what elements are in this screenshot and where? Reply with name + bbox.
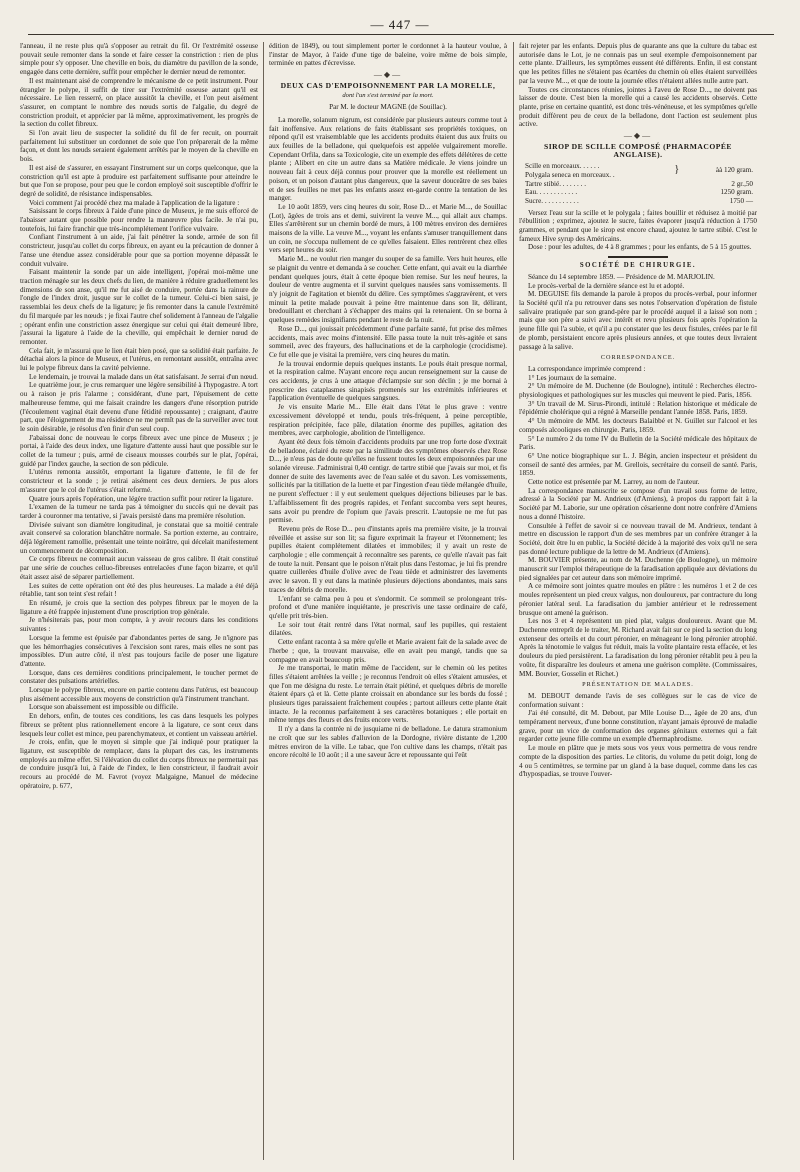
recipe-row <box>519 188 757 197</box>
column-2 <box>269 42 507 1164</box>
recipe-row <box>519 197 757 206</box>
recipe-row <box>519 162 757 171</box>
paragraph: Faisant maintenir la sonde par un aide intelligent, j'opérai moi-même une traction ménagée sur les deux chefs du lien, de manière à réduire graduellement les dimensions de son anse, qu'il me fut aisé de conduire, portée dans la rainure de l'ongle de l'index droit, jusque sur le collet de la tumeur. Celui-ci bien saisi, je rassemblai les deux chefs de la ligature; je fis remonter dans la canule l'extrémité du fil marquée par les nœuds ; je fixai l'autre chef solidement à l'anneau de l'algalie ; opérant enfin une constriction assez énergique sur celui qui était demeuré libre, j'assurai la ligature à l'aide de la cheville, qui empêchait le dernier nœud de remonter. <box>20 268 258 346</box>
presentation-heading: PRÉSENTATION DE MALADES. <box>582 681 694 689</box>
article-subtitle: dont l'un s'est terminé par la mort. <box>342 91 434 99</box>
paragraph: Je la trouvai endormie depuis quelques instants. Le pouls était presque normal, et la respiration calme. N'ayant encore reçu aucun renseignement sur la cause de ces accidents, je crus à une attaque d'éclampsie sur son déclin ; je me bornai à prescrire des cataplasmes sinapisés promenés sur les extrémités inférieures et l'application éventuelle de quelques sangsues. <box>269 359 507 403</box>
ornament-divider: —◆— <box>623 131 653 141</box>
recipe-instructions: Versez l'eau sur la scille et le polygala ; faites bouillir et réduisez à moitié par l'ébullition ; exprimez, ajoutez le sucre, faites évaporer jusqu'à réduction à 1750 grammes, et pendant que le sirop est encore chaud, ajoutez le tartre stibié. C'est le fameux Hive syrup des Américains. <box>519 208 757 243</box>
session-minutes <box>519 282 757 352</box>
paragraph: Lorsque son abaissement est impossible ou difficile. <box>29 703 179 712</box>
conclusion-paragraph: Toutes ces circonstances réunies, jointes à l'aveu de Rose D..., ne doivent pas laisser de doute. C'est bien la morelle qui a causé les accidents observés. Cette plante, prise en certaine quantité, est donc très-vénéneuse, et les symptômes qu'elle produit diffèrent peu de ceux de la belladone, dont l'action est seulement plus active. <box>519 85 757 129</box>
paragraph: Voici comment j'ai procédé chez ma malade à l'application de la ligature : <box>29 198 240 207</box>
correspondence-heading: CORRESPONDANCE. <box>600 354 676 362</box>
paragraph: En dehors, enfin, de toutes ces conditions, les cas dans lesquels les polypes fibreux se prêtent plus rationnellement encore à la ligature, ce sont ceux dans lesquels leur collet est mince, peu parenchymateux, et contient un vaisseau artériel. <box>20 712 258 738</box>
paragraph: Ce corps fibreux ne contenait aucun vaisseau de gros calibre. Il était constitué par une série de couches celluo-fibreuses entrelacées d'une façon bizarre, et qu'il était assez aisé de séparer partiellement. <box>20 555 258 581</box>
correspondence-item: Cette notice est présentée par M. Larrey, au nom de l'auteur. <box>528 478 700 487</box>
article-author: Par M. le docteur MAGNE (de Souillac). <box>329 103 447 112</box>
recipe-item: Eau. . . . . . . . . . . . <box>525 188 578 197</box>
column-separator <box>513 42 514 1160</box>
paragraph: M. DEGUISE fils demande la parole à propos du procès-verbal, pour informer la Société qu'il n'a pu retrouver dans ses notes l'observation d'opération de fistule salivaire pratiquée par son grand-père par le procédé auquel il a laissé son nom ; mais que son père a suivi avec intérêt et revu plusieurs fois après l'opération la jeune fille qui l'a subie, et qu'il a pu constater que les deux fistules, créées par le fil de plomb, persistaient encore après plusieurs années, et que toutes deux livraient passage à la salive. <box>519 290 757 351</box>
article-title: DEUX CAS D'EMPOISONNEMENT PAR LA MORELLE, <box>280 80 496 90</box>
paragraph: Saisissant le corps fibreux à l'aide d'une pince de Museux, je me suis efforcé de l'abaisser autant que possible pour rendre la manœuvre plus facile. Je n'ai pu, toutefois, lui faire franchir que très-incomplétement l'orifice vulvaire. <box>20 207 258 233</box>
paragraph: La morelle, solanum nigrum, est considérée par plusieurs auteurs comme tout à fait inoffensive. Aux relations de faits établissant ses propriétés toxiques, on répond qu'il est vraisemblable que les accidents produits étaient dus aux fruits ou aux feuilles de la belladone, qui quelquefois est appelée vulgairement morelle. Cependant Orfila, dans sa Toxicologie, cite un exemple des effets délétères de cette plante ; Alibert en cite un autre dans sa Matière médicale. Je viens joindre un nouveau fait à ceux déjà connus pour prouver que la morelle est réellement un poison, et un poison d'autant plus dangereux, que la saveur douceâtre de ses baies et de ses feuilles ne met pas les enfants assez en-garde contre la tentation de les manger. <box>269 115 507 203</box>
paragraph: Les suites de cette opération ont été des plus heureuses. La malade a été déjà rétablie, tant son teint s'est refait ! <box>20 581 258 599</box>
correspondence-item: 3° Un travail de M. Sirus-Pirondi, intitulé : Relation historique et médicale de l'épidémie cholérique qui a régné à Marseille pendant l'année 1858. Paris, 1859. <box>519 399 757 417</box>
paragraph: Cela fait, je m'assurai que le lien était bien posé, que sa solidité était parfaite. Je détachai alors la pince de Museux, et l'utérus, en remontant aussitôt, entraîna avec lui le polype fibreux dans la cavité pelvienne. <box>20 346 258 373</box>
header-rule <box>28 34 774 35</box>
paragraph: L'examen de la tumeur ne tarda pas à témoigner du succès qui ne devait pas tarder à couronner ma tentative, si j'avais persisté dans ma première résolution. <box>20 503 258 520</box>
paragraph: L'enfant se calma peu à peu et s'endormit. Ce sommeil se prolongeant très-profond et d'une manière inquiétante, je prescrivis une tasse ordinaire de café, qu'elle prit très-bien. <box>269 594 507 620</box>
paragraph: Le procès-verbal de la dernière séance est lu et adopté. <box>528 281 685 290</box>
article-body <box>269 116 507 760</box>
section-rule <box>608 256 668 258</box>
recipe-brace: } <box>674 164 680 176</box>
paragraph: Ayant été deux fois témoin d'accidents produits par une trop forte dose d'extrait de belladone, éclairé du reste par la similitude des symptômes observés chez Rose D..., je n'eus pas de doute qu'elles ne fussent toutes les deux empoisonnées par une solanée vireuse. J'administrai 0,40 centigr. de tartre stibié que j'avais sur moi, et fis donner de suite des lavements avec de l'eau salée et du savon. Les vomissements, sollicités par la titillation de la luette et par l'ingestion d'eau tiède mélangée d'huile, ne purent s'effectuer : il y eut seulement quelques déjections bilieuses par le bas. L'affaiblissement fit des progrès rapides, et l'enfant succomba vers sept heures, sans avoir pu prendre de l'opium que j'avais prescrit. L'autopsie ne me fut pas permise. <box>269 437 507 525</box>
session-line: Séance du 14 septembre 1859. — Présidence de M. MARJOLIN. <box>528 272 715 281</box>
paragraph: Le lendemain, je trouvai la malade dans un état satisfaisant. Je serrai d'un nœud. <box>29 372 258 381</box>
paragraph: En résumé, je crois que la section des polypes fibreux par le moyen de la ligature a été frappée injustement d'une proscription trop générale. <box>20 599 258 616</box>
paragraph: Il est maintenant aisé de comprendre le mécanisme de ce petit instrument. Pour étrangler le polype, il suffit de tirer sur l'extrémité osseuse autant qu'il est nécessaire. Le lien resserré, on place aussitôt la cheville, et l'on peut aisément s'assurer, en comptant le nombre des nœuds sortis de l'algalie, du degré de constriction produit, et apprécier par là même, approximativement, les progrès de la section du collet fibreux. <box>20 76 258 129</box>
recipe-qty: 2 gr.,50 <box>731 179 753 188</box>
correspondence-item: 6° Une notice biographique sur L. J. Bégin, ancien inspecteur et président du conseil de santé des armées, par M. Grellois, secrétaire du conseil de santé. Paris, 1859. <box>519 451 757 478</box>
recipe-item: Tartre stibié. . . . . . . . <box>525 179 586 188</box>
paragraph: Rose D..., qui jouissait précédemment d'une parfaite santé, fut prise des mêmes accidents, mais avec moins d'intensité. Elle passa toute la nuit très-agitée et sans sommeil, avec des frayeurs, des hallucinations et de la carphologie (crocidisme). Ce fut elle que je visitai la première, vers cinq heures du matin. <box>269 324 507 359</box>
paragraph: L'utérus remonta aussitôt, emportant la ligature d'attente, le fil de fer constricteur et la sonde ; je retirai aisément ces deux derniers. Je pus alors m'assurer que le col de l'utérus s'était reformé. <box>20 468 258 494</box>
paragraph: Cette enfant raconta à sa mère qu'elle et Marie avaient fait de la salade avec de l'herbe ; que, la trouvant mauvaise, elle en avait peu mangé, tandis que sa compagne en avait beaucoup pris. <box>269 638 507 664</box>
recipe-item: Polygala seneca en morceaux. . <box>525 170 615 179</box>
dosage-text: Dose : pour les adultes, de 4 à 8 grammes ; pour les enfants, de 5 à 15 gouttes. <box>528 243 752 252</box>
recipe-item: Sucre. . . . . . . . . . . <box>525 196 579 205</box>
paragraph: M. DEBOUT demande l'avis de ses collègues sur le cas de vice de conformation suivant : <box>519 691 757 709</box>
paragraph: Il est aisé de s'assurer, en essayant l'instrument sur un corps quelconque, que la constriction qu'il est apte à produire est parfaitement suffisante pour atteindre le but que l'on se propose, pour peu que le cordon employé soit susceptible d'offrir le degré de solidité, de résistance indispensables. <box>20 163 258 198</box>
presentation-text <box>519 692 757 779</box>
recipe-qty: 1750 — <box>729 196 753 205</box>
paragraph: Quatre jours après l'opération, une légère traction suffit pour retirer la ligature. <box>29 494 254 503</box>
paragraph: Le soir tout était rentré dans l'état normal, sauf les pupilles, qui restaient dilatées. <box>269 620 507 638</box>
paragraph: Lorsque, dans ces dernières conditions principalement, le toucher permet de constater des pulsations artérielles. <box>20 668 258 686</box>
paragraph: l'anneau, il ne reste plus qu'à s'opposer au retrait du fil. Or l'extrémité osseuse pouvait seule remonter dans la sonde et faire cesser la constriction : rien de plus simple pour s'y opposer. Une cheville en bois, du diamètre du pavillon de la sonde, engagée dans cette dernière, suffit pour empêcher le dernier nœud de remonter. <box>20 42 258 77</box>
paragraph: Lorsque le polype fibreux, encore en partie contenu dans l'utérus, est beaucoup plus aisément accessible aux moyens de constriction qu'à l'instrument tranchant. <box>20 686 258 703</box>
correspondence-item: Les nos 3 et 4 représentent un pied plat, valgus douloureux. Avant que M. Duchenne entreprît de le traiter, M. Richard avait fait sur ce pied la section du long extenseur des orteils et du court péronier, en ménageant le long péronier atrophié. Après la ténotomie le valgus fut réduit, mais la voûte plantaire resta effacée, et les douleurs du pied persistèrent. La faradisation du long péronier rétablit peu à peu la voûte, fit disparaître les douleurs et amena une guérison complète. (Commissaires, MM. Bouvier, Gosselin et Richet.) <box>519 617 757 678</box>
continuation-paragraph: fait rejeter par les enfants. Depuis plus de quarante ans que la culture du tabac est autorisée dans le Lot, je ne connais pas un seul exemple d'empoisonnement par cette plante. D'ailleurs, les symptômes eussent été différents. Enfin, il est constant que les petites filles ne s'étaient pas écartées du chemin où elles étaient surveillées par la veuve M..., et que de toute la journée elles n'étaient allées nulle autre part. <box>519 42 757 85</box>
page-number: — 447 — <box>370 17 430 32</box>
paragraph: Revenu près de Rose D... peu d'instants après ma première visite, je la trouvai réveillée et assise sur son lit; sa figure exprimait la frayeur et l'étonnement; les pupilles étaient complétement dilatées et immobiles; il y avait un reste de carphologie ; elle commençait à reconnaître ses parents, ce qu'elle n'avait pas fait de toute la nuit. Pensant que le poison n'était plus dans l'estomac, je lui fis prendre quatre cuillerées d'huile d'olive avec de l'eau tiède et administrer des lavements avec le savon. Il y eut dans la matinée plusieurs déjections abondantes, mais sans traces de débris de morelle. <box>269 524 507 594</box>
paragraph: Je n'hésiterais pas, pour mon compte, à y avoir recours dans les conditions suivantes : <box>20 616 258 634</box>
paragraph: Confiant l'instrument à un aide, j'ai fait pénétrer la sonde, armée de son fil constricteur, jusqu'au collet du corps fibreux, en ayant eu la précaution de donner à l'anse une étendue assez considérable pour que sa portion moyenne dépassât le conduit vulvaire. <box>20 233 258 268</box>
paragraph: Il n'y a dans la contrée ni de jusquiame ni de belladone. Le datura stramonium ne croît que sur les sables d'alluvion de la Dordogne, rivière distante de 1,200 mètres environ de la ville. Le tabac, que l'on cultive dans les champs, n'était pas encore récolté le 10 août ; il a une saveur âcre et repoussante qui l'eût <box>269 725 507 760</box>
ornament-divider: —◆— <box>373 70 403 80</box>
paragraph: Je me transportai, le matin même de l'accident, sur le chemin où les petites filles s'étaient arrêtées la veille ; je reconnus l'endroit où elles s'étaient amusées, et que l'on me désigna du reste. Le terrain était piétiné, et quelques débris de morelle étaient épars çà et là. Cette plante croissait en abondance sur les bords du fossé ; plusieurs tiges paraissaient fraîchement coupées ; partout ailleurs cette plante était intacte. Je la reconnus parfaitement à ses caractères botaniques ; elle portait en même temps des fleurs et des fruits encore verts. <box>269 664 507 725</box>
recipe-item: Scille en morceaux. . . . . . <box>525 162 600 171</box>
paragraph: Le moule en plâtre que je mets sous vos yeux vous permettra de vous rendre compte de la disposition des parties. Le clitoris, du volume du petit doigt, long de 4 ou 5 centimètres, se termine par un gland à la base duquel, comme dans les cas d'hypospadias, se trouve l'ouver- <box>519 744 757 779</box>
column-1 <box>20 42 258 1164</box>
paragraph: Marie M... ne voulut rien manger du souper de sa famille. Vers huit heures, elle se plaignit du ventre et demanda à se coucher. Cette enfant, qui avait eu la diarrhée pendant quelques jours, était à cette époque bien remise. Sur les neuf heures, la douleur de ventre augmenta et il survint quelques nausées sans vomissements. Il n'y joignit de l'agitation et bientôt du délire. Ces symptômes s'aggravèrent, et vers minuit la petite malade pouvait à peine être maintenue dans son lit, délirant, bredouillant et cherchant à s'échapper des mains qui la retenaient. On se borna à quelques remèdes insignifiants pendant le reste de la nuit. <box>269 255 507 325</box>
paragraph: Le quatrième jour, je crus remarquer une légère sensibilité à l'hypogastre. A tort ou à raison je pris l'alarme ; considérant, d'une part, l'épuisement de cette malheureuse femme, qui me faisait craindre les dangers d'une résorption putride (l'écoulement vaginal était devenu d'une fétidité repoussante) ; craignant, d'autre part, que l'éloignement de ma résidence ne me permît pas de la surveiller avec tout le soin désirable, je résolus d'en finir d'un seul coup. <box>20 381 258 433</box>
paragraph: Je vis ensuite Marie M... Elle était dans l'état le plus grave : ventre excessivement développé et tendu, pouls très-fréquent, à peine perceptible, respiration précipitée, face pâle, dilatation énorme des pupilles, agitation des membres, avec carphologie, abolition de l'intelligence. <box>269 403 507 438</box>
correspondence-item: A ce mémoire sont jointes quatre moules en plâtre : les numéros 1 et 2 de ces moules représentent un pied creux valgus, non douloureux, par contracture du long péronier latéral seul. La faradisation du jambier antérieur et le redressement brusque ont amené la guérison. <box>519 582 757 617</box>
correspondence-item: 5° Le numéro 2 du tome IV du Bulletin de la Société médicale des hôpitaux de Paris. <box>519 434 757 452</box>
correspondence-item: La correspondance imprimée comprend : <box>528 364 646 373</box>
column-separator <box>263 42 264 1160</box>
correspondence-item: La correspondance manuscrite se compose d'un travail sous forme de lettre, adressé à la Société par M. Andrieux (d'Amiens), à propos du rapport fait à la Société par M. Laborie, sur une opération césarienne dont notre confrère d'Amiens nous a donné l'histoire. <box>519 486 757 521</box>
recipe-qty: àà 120 gram. <box>715 166 753 175</box>
column-1-text <box>20 42 258 790</box>
paragraph: Divisée suivant son diamètre longitudinal, je constatai que sa moitié centrale avait conservé sa coloration blanchâtre normale. Sa portion externe, au contraire, déjà légèrement ramollie, présentait une teinte noirâtre, qui décelait manifestement un commencement de décomposition. <box>20 520 258 555</box>
paragraph: Le 10 août 1859, vers cinq heures du soir, Rose D... et Marie M..., de Souillac (Lot), âgées de trois ans et demi, suivirent la veuve M..., qui allait aux champs. Elles s'arrêtèrent sur un chemin bordé de murs, à 100 mètres environ des dernières maisons de la ville. La veuve M..., voyant les enfants s'amuser tranquillement dans un coin, ne s'occupa nullement de ce qu'elles faisaient. Elles rentrèrent chez elles vers sept heures du soir. <box>269 202 507 255</box>
correspondence-item: Consultée à l'effet de savoir si ce nouveau travail de M. Andrieux, tendant à mettre en discussion le rapport d'un de ses membres par un confrère étranger à la Société, doit être lu en public, la Société décide à la majorité des voix qu'il ne sera pas donné lecture publique de la lettre de M. Andrieux (d'Amiens). <box>519 521 757 556</box>
paragraph: Si l'on avait lieu de suspecter la solidité du fil de fer recuit, on pourrait parfaitement lui substituer un cordonnet de soie que l'on préparerait de la même façon, et dont les nœuds seraient également arrêtés par le moyen de la cheville en bois. <box>20 129 258 164</box>
correspondence-item: M. BOUVIER présente, au nom de M. Duchenne (de Boulogne), un mémoire manuscrit sur l'emploi thérapeutique de la faradisation appliquée aux déviations du pied signalées par cet auteur dans son mémoire imprimé. <box>519 556 757 582</box>
column-3 <box>519 42 757 1164</box>
paragraph: J'ai été consulté, dit M. Debout, par Mlle Louise D..., âgée de 20 ans, d'un tempérament nerveux, d'une bonne constitution, n'ayant jamais éprouvé de maladie grave, pour un vice de conformation des organes génitaux externes qui a fait regarder cette jeune fille comme un exemple d'hermaphrodisme. <box>519 709 757 744</box>
recipe-row <box>519 180 757 189</box>
correspondence-item: 1° Les journaux de la semaine. <box>528 373 617 382</box>
continuation-paragraph: édition de 1849), ou tout simplement porter le cordonnet à la hauteur voulue, à l'instar de Mayor, à l'aide d'une tige de baleine, voire même de bois simple, terminée en pattes d'écrevisse. <box>269 42 507 68</box>
paragraph: Je crois, enfin, que le moyen si simple que j'ai indiqué pour pratiquer la ligature, est susceptible de remplacer, dans la plupart des cas, les instruments employés au même effet. Si l'élévation du collet du corps fibreux ne permettait pas de conduire jusqu'à lui, à l'aide de l'index, le lien constricteur, il faudrait avoir recours au procédé de M. Favrot (voyez Malgaigne, Manuel de médecine opératoire, p. 677, <box>20 738 258 790</box>
paragraph: J'abaissai donc de nouveau le corps fibreux avec une pince de Museux ; je portai, à l'aide des deux index, une ligature d'attente aussi haut que possible sur le collet de la tumeur ; puis, armé de ciseaux mousses courbés sur le plat, j'opérai, guidé par l'index gauche, la section de son pédicule. <box>20 433 258 468</box>
syrup-title: SIROP DE SCILLE COMPOSÉ (PHARMACOPÉE ANGLAISE). <box>543 141 733 160</box>
recipe-table <box>519 162 757 206</box>
correspondence-list <box>519 365 757 678</box>
correspondence-item: 2° Un mémoire de M. Duchenne (de Boulogne), intitulé : Recherches électro-physiologiques et pathologiques sur les muscles qui meuvent le pied. Paris, 1856. <box>519 382 757 400</box>
correspondence-item: 4° Un mémoire de MM. les docteurs Balaibbé et N. Guillet sur l'alcool et les composés alcooliques en chirurgie. Paris, 1859. <box>519 417 757 434</box>
society-title: SOCIÉTÉ DE CHIRURGIE. <box>579 262 697 270</box>
recipe-qty: 1250 gram. <box>720 188 753 197</box>
paragraph: Lorsque la femme est épuisée par d'abondantes pertes de sang. Je n'ignore pas que les hémorrhagies consécutives à l'excision sont rares, mais elles ne sont pas impossibles. D'un autre côté, il n'est pas toujours facile de poser une ligature d'attente. <box>20 633 258 668</box>
